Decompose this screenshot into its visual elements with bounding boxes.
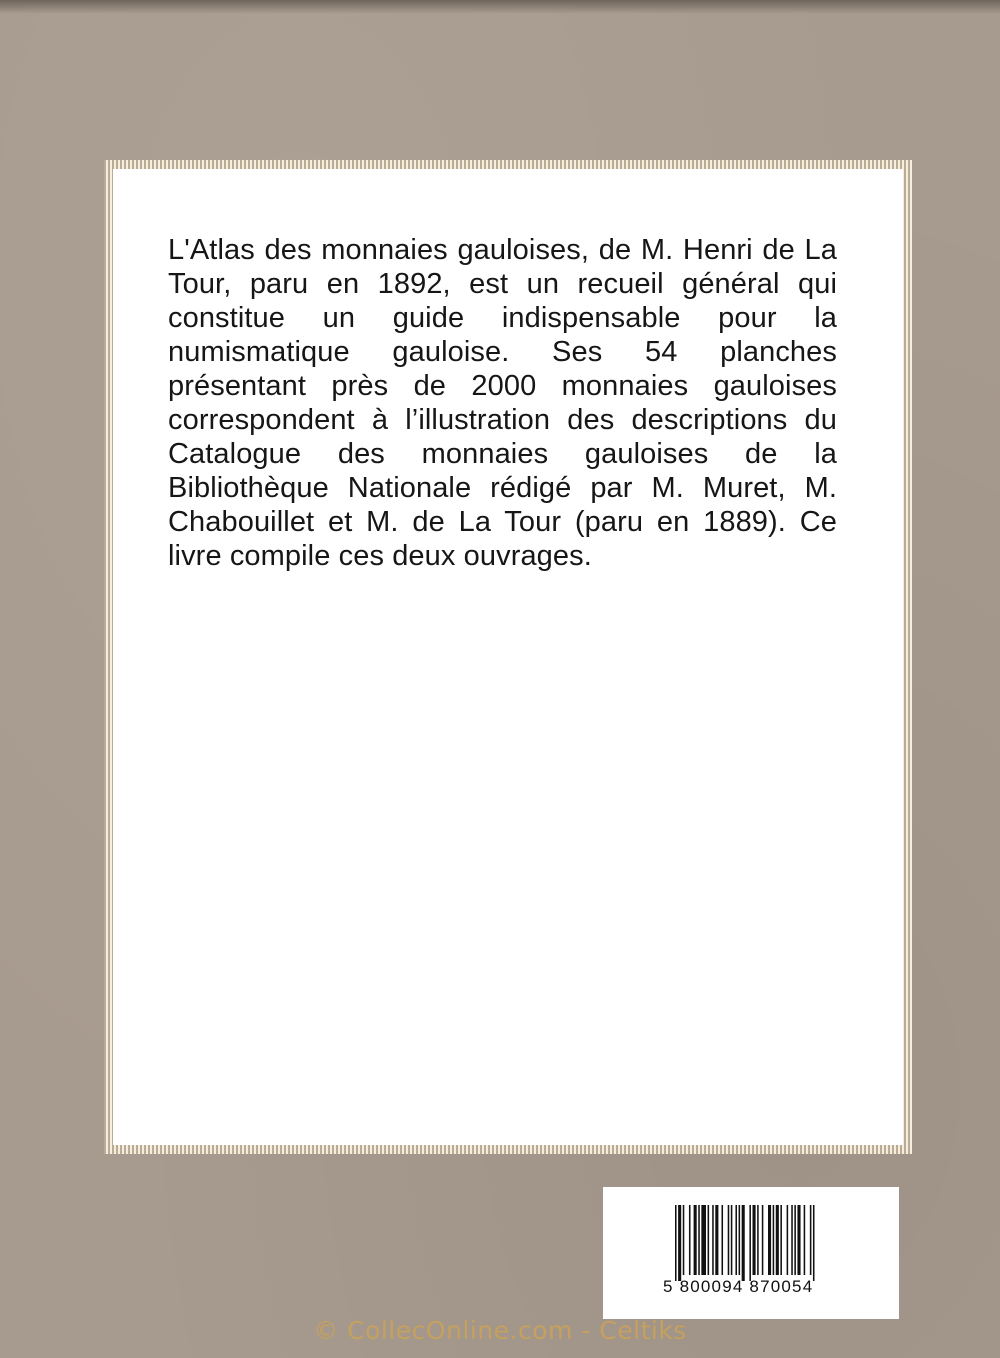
barcode-bar: [804, 1205, 806, 1275]
barcode-bar: [768, 1205, 771, 1275]
cover-blurb: L'Atlas des monnaies gauloises, de M. Henri de La Tour, paru en 1892, est un recueil général qui constitue un guide indispensable pour la numismatique gauloise. Ses 54 planches présentant près de 2000 monnaies gauloises correspondent à l’illustration des descriptions du Catalogue des monnaies gauloises de la Bibliothèque Nationale rédigé par M. Muret, M. Chabouillet et M. de La Tour (paru en 1889). Ce livre compile ces deux ouvrages.: [168, 234, 837, 572]
barcode-bar: [722, 1205, 724, 1275]
barcode-bar: [813, 1205, 815, 1281]
barcode-bar: [701, 1205, 706, 1275]
barcode-bar: [735, 1205, 737, 1275]
barcode-digits: 5 800094 870054: [663, 1277, 814, 1296]
text-panel: [113, 169, 903, 1145]
barcode-bar: [712, 1205, 714, 1275]
barcode-bar: [698, 1205, 700, 1275]
barcode-bar: [794, 1205, 796, 1275]
barcode-bar: [715, 1205, 718, 1275]
barcode-bar: [757, 1205, 759, 1275]
barcode-image: [675, 1205, 843, 1281]
barcode-bar: [797, 1205, 800, 1275]
barcode-bar: [773, 1205, 775, 1275]
text-panel-frame: [104, 160, 912, 1154]
barcode-bar: [731, 1205, 733, 1275]
barcode-bar: [780, 1205, 782, 1275]
barcode-bar: [810, 1205, 812, 1275]
watermark: © CollecOnline.com - Celtiks: [313, 1316, 687, 1345]
barcode-bar: [791, 1205, 793, 1275]
barcode-bar: [762, 1205, 764, 1275]
barcode-bar: [787, 1205, 789, 1275]
barcode-bar: [749, 1205, 751, 1281]
barcode-bar: [739, 1205, 741, 1275]
barcode-bar: [675, 1205, 677, 1281]
barcode-bar: [694, 1205, 697, 1275]
barcode-bar: [742, 1205, 745, 1281]
barcode-bar: [728, 1205, 730, 1275]
barcode-label: [603, 1187, 899, 1319]
barcode-bar: [776, 1205, 779, 1275]
barcode-bar: [678, 1205, 681, 1281]
barcode-bar: [708, 1205, 710, 1275]
barcode-bar: [689, 1205, 691, 1275]
barcode-bar: [753, 1205, 756, 1275]
cover-top-edge: [0, 0, 1000, 14]
barcode-bar: [683, 1205, 685, 1275]
